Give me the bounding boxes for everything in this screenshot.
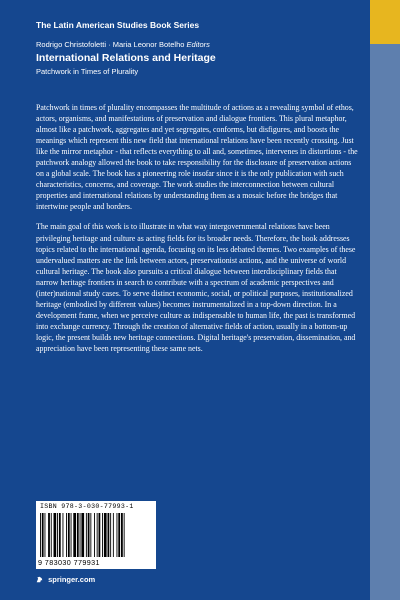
blurb-paragraph-1: Patchwork in times of plurality encompasses the multitude of actions as a revealing symbol of ethos, actors, organisms, and manifestations of preservation and dialogue frontiers. This plural metaphor, almost like a patchwork, aggregates and yet segregates, conforms, but disfigures, and boosts the meanings which represent this new field that international relations have been recently crossing. Just like the mirror metaphor - that reflects everything to all and, sometimes, intervenes in distortions - the patchwork analogy allowed the book to take responsibility for the disclosure of preservation actions on a global scale. The book has a pioneering role insofar since it is the only publication with such characteristics, concerns, and coverage. The work studies the interconnection between cultural properties and international relations by understanding them as a mosaic before the bridges that intertwine people and borders.	[36, 103, 358, 212]
publisher-url: springer.com	[48, 575, 96, 584]
barcode-bar	[124, 513, 125, 557]
barcode-bars	[40, 513, 152, 557]
barcode-bar	[40, 513, 41, 557]
barcode-bar	[121, 513, 123, 557]
barcode-bar	[117, 513, 118, 557]
publisher-link[interactable]	[36, 575, 95, 584]
barcode-bar	[42, 513, 44, 557]
blurb	[36, 102, 358, 363]
barcode-bar	[81, 513, 84, 557]
spine-strip	[370, 0, 400, 600]
barcode-bar	[73, 513, 76, 557]
barcode-bar	[99, 513, 101, 557]
springer-horse-icon	[36, 576, 43, 583]
barcode-bar	[63, 513, 64, 557]
barcode-bar	[88, 513, 90, 557]
barcode-bar	[68, 513, 70, 557]
barcode-bar	[66, 513, 67, 557]
series-name: The Latin American Studies Book Series	[36, 20, 200, 30]
barcode-bar	[97, 513, 98, 557]
barcode-bar	[54, 513, 57, 557]
series-accent-bar	[370, 0, 400, 44]
book-title: International Relations and Heritage	[36, 52, 216, 64]
barcode-bar	[113, 513, 114, 557]
editor-names: Rodrigo Christofoletti · Maria Leonor Botelho	[36, 40, 185, 49]
barcode-bar	[86, 513, 87, 557]
editors-role: Editors	[186, 40, 210, 49]
barcode-bar	[102, 513, 103, 557]
barcode-bar	[80, 513, 81, 557]
barcode-bar	[108, 513, 110, 557]
barcode-bar	[59, 513, 61, 557]
barcode-digits: 9 783030 779931	[38, 558, 100, 567]
barcode-bar	[77, 513, 79, 557]
barcode-bar	[45, 513, 46, 557]
barcode-bar	[51, 513, 52, 557]
barcode-bar	[118, 513, 120, 557]
barcode-bar	[110, 513, 111, 557]
barcode-bar	[48, 513, 50, 557]
barcode	[36, 501, 156, 569]
blurb-paragraph-2: The main goal of this work is to illustrate in what way intergovernmental relations have been privileging heritage and culture as acting fields for its broader needs. Therefore, the book addresses topics related to the international agenda, focusing on its less debated themes. Two examples of these undervalued matters are the link between actors, preservationist actions, and the universe of world cultural heritage. The book also pursuits a critical dialogue between interdisciplinary fields that narrow heritage frontiers in search to contribute with a spectrum of academic perspectives and (inter)national study cases. To serve distinct economic, social, or political purposes, institutionalized heritage (embodied by different values) becomes instrumentalized in a top-down direction. In a development frame, when we perceive culture as indispensable to human life, the past is transformed into exchange currency. Through the creation of alternative fields of action, usually in a bottom-up logic, the present builds new heritage connections. Digital heritage's preservation, dissemination, and appreciation have been representing these same nets.	[36, 222, 356, 353]
barcode-bar	[94, 513, 95, 557]
barcode-bar	[57, 513, 58, 557]
book-subtitle: Patchwork in Times of Plurality	[36, 67, 139, 76]
isbn-label: ISBN 978-3-030-77993-1	[40, 503, 134, 510]
barcode-bar	[90, 513, 91, 557]
editors-line	[36, 40, 210, 49]
barcode-bar	[104, 513, 107, 557]
barcode-bar	[71, 513, 72, 557]
